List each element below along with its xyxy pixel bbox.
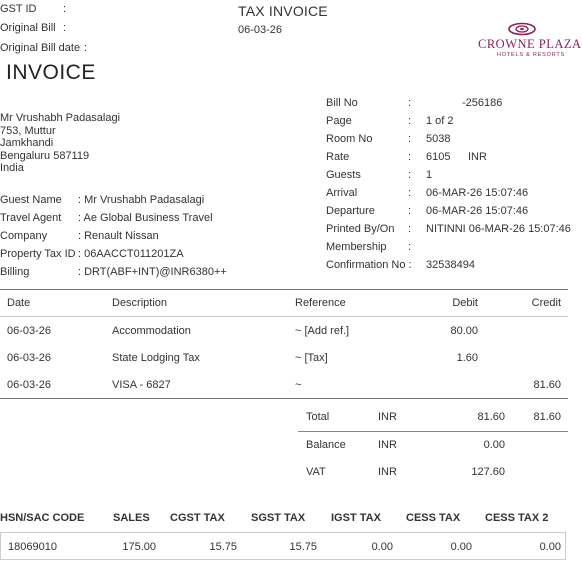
- row-description: Accommodation: [112, 325, 191, 337]
- guest-info-label: Company: [0, 230, 48, 242]
- bill-info-label: Guests: [326, 169, 361, 181]
- row-debit: 1.60: [456, 352, 478, 364]
- bill-info-value: NITINNI 06-MAR-26 15:07:46: [426, 223, 571, 235]
- bill-info-label: Printed By/On: [326, 223, 395, 235]
- totals-rule: [298, 431, 568, 432]
- hsn-cess: 0.00: [450, 541, 472, 553]
- vat-currency: INR: [378, 466, 397, 478]
- crowne-plaza-logo: [477, 22, 582, 60]
- row-date: 06-03-26: [7, 352, 52, 364]
- guest-info-value: : DRT(ABF+INT)@INR6380++: [78, 266, 227, 278]
- guest-info-label: Guest Name: [0, 194, 62, 206]
- hsn-header: IGST TAX: [331, 512, 381, 524]
- bill-info-label: Room No: [326, 133, 373, 145]
- bill-info-label: Rate: [326, 151, 350, 163]
- guest-info-label: Billing: [0, 266, 30, 278]
- bill-info-value: 1 of 2: [426, 115, 454, 127]
- total-debit: 81.60: [477, 411, 505, 423]
- ledger-header-rule: [0, 316, 568, 317]
- invoice-heading: INVOICE: [6, 61, 96, 84]
- row-reference: ~: [295, 379, 302, 391]
- bill-info-label: Arrival: [326, 187, 358, 199]
- original-bill-colon: :: [63, 22, 67, 34]
- ledger-bottom-rule: [0, 398, 568, 399]
- logo-wordmark: CROWNE PLAZA: [478, 37, 582, 51]
- vat-label: VAT: [306, 466, 326, 478]
- bill-info-label: Page: [326, 115, 352, 127]
- guest-info-value: : Renault Nissan: [78, 230, 159, 242]
- original-bill-label: Original Bill: [0, 22, 56, 34]
- gst-id-colon: :: [63, 3, 67, 15]
- row-date: 06-03-26: [7, 379, 52, 391]
- document-title: TAX INVOICE: [238, 3, 328, 19]
- bill-info-value: 1: [426, 169, 433, 181]
- gst-id-label: GST ID: [0, 3, 37, 15]
- balance-label: Balance: [306, 439, 346, 451]
- col-header-credit: Credit: [531, 297, 561, 309]
- bill-info-colon: :: [408, 169, 412, 181]
- balance-currency: INR: [378, 439, 397, 451]
- document-date: 06-03-26: [238, 24, 283, 36]
- balance-value: 0.00: [483, 439, 505, 451]
- logo-subtitle: HOTELS & RESORTS: [497, 52, 566, 58]
- col-header-description: Description: [112, 297, 168, 309]
- bill-info-value: 06-MAR-26 15:07:46: [426, 205, 529, 217]
- total-credit: 81.60: [533, 411, 561, 423]
- col-header-debit: Debit: [452, 297, 478, 309]
- bill-info-colon: :: [408, 97, 412, 109]
- ledger-top-rule: [0, 289, 568, 290]
- hsn-cess2: 0.00: [539, 541, 561, 553]
- address-line: Mr Vrushabh Padasalagi: [0, 112, 121, 124]
- vat-value: 127.60: [471, 466, 505, 478]
- bill-info-value: 5038: [426, 133, 451, 145]
- row-reference: ~ [Add ref.]: [295, 325, 350, 337]
- hsn-header: HSN/SAC CODE: [0, 512, 85, 524]
- total-currency: INR: [378, 411, 397, 423]
- address-line: India: [0, 162, 24, 174]
- address-line: Jamkhandi: [0, 137, 54, 149]
- original-bill-date-colon: :: [84, 42, 88, 54]
- hsn-code: 18069010: [8, 541, 57, 553]
- row-reference: ~ [Tax]: [295, 352, 328, 364]
- hsn-header: SGST TAX: [251, 512, 306, 524]
- guest-address: [0, 112, 120, 175]
- total-label: Total: [306, 411, 330, 423]
- bill-info-label: Confirmation No :: [326, 259, 412, 271]
- hsn-sgst: 15.75: [289, 541, 317, 553]
- bill-info-colon: :: [408, 151, 412, 163]
- guest-info-value: : 06AACCT011201ZA: [78, 248, 184, 260]
- address-line: Bengaluru 587119: [0, 149, 90, 162]
- row-description: State Lodging Tax: [112, 352, 200, 364]
- hsn-header: SALES: [113, 512, 150, 524]
- logo-emblem-icon: [477, 22, 568, 36]
- row-debit: 80.00: [450, 325, 478, 337]
- address-line: 753, Muttur: [0, 124, 56, 137]
- bill-info-value: -256186: [462, 97, 503, 109]
- row-description: VISA - 6827: [112, 379, 171, 391]
- guest-info-label: Property Tax ID: [0, 248, 76, 260]
- bill-info-label: Departure: [326, 205, 375, 217]
- hsn-sales: 175.00: [122, 541, 156, 553]
- bill-info-colon: :: [408, 223, 412, 235]
- hsn-header: CESS TAX: [406, 512, 461, 524]
- row-date: 06-03-26: [7, 325, 52, 337]
- bill-info-colon: :: [408, 205, 412, 217]
- guest-info-label: Travel Agent: [0, 212, 62, 224]
- bill-info-label: Membership: [326, 241, 387, 253]
- hsn-header: CGST TAX: [170, 512, 225, 524]
- hsn-cgst: 15.75: [209, 541, 237, 553]
- bill-info-label: Bill No: [326, 97, 358, 109]
- bill-info-value: 06-MAR-26 15:07:46: [426, 187, 529, 199]
- col-header-date: Date: [7, 297, 31, 309]
- original-bill-date-label: Original Bill date: [0, 42, 81, 54]
- row-credit: 81.60: [533, 379, 561, 391]
- hsn-igst: 0.00: [371, 541, 393, 553]
- rate-currency: INR: [468, 151, 487, 163]
- bill-info-colon: :: [408, 241, 412, 253]
- col-header-reference: Reference: [295, 297, 346, 309]
- guest-info-value: : Mr Vrushabh Padasalagi: [78, 194, 205, 206]
- bill-info-colon: :: [408, 187, 412, 199]
- bill-info-value: 6105: [426, 151, 451, 163]
- bill-info-colon: :: [408, 115, 412, 127]
- hsn-header: CESS TAX 2: [485, 512, 549, 524]
- bill-info-colon: :: [408, 133, 412, 145]
- guest-info-value: : Ae Global Business Travel: [78, 212, 213, 224]
- bill-info-value: 32538494: [426, 259, 475, 271]
- hsn-data-row: [0, 532, 566, 560]
